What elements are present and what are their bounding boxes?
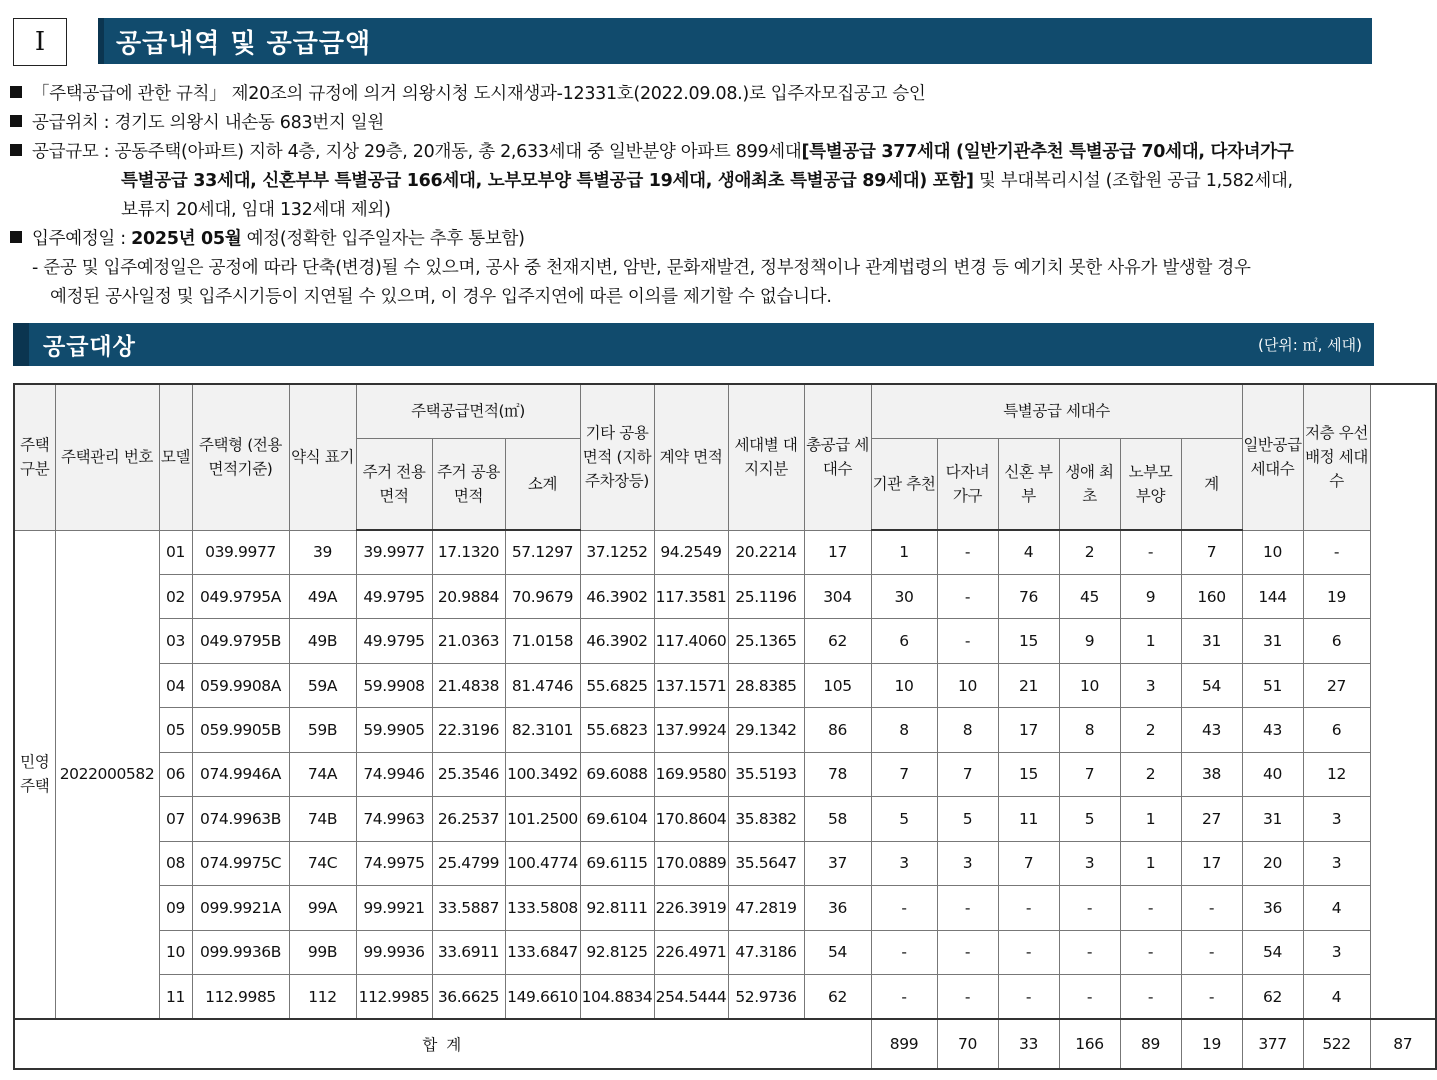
table-row xyxy=(14,708,1436,752)
table-cell: 45 xyxy=(1059,574,1120,618)
table-cell: 31 xyxy=(1242,619,1303,663)
table-cell: 99B xyxy=(289,930,356,974)
table-cell: 74B xyxy=(289,797,356,841)
table-cell: 133.5808 xyxy=(505,886,580,930)
table-cell: 51 xyxy=(1242,663,1303,707)
type-cell: 민영 주택 xyxy=(14,530,55,1019)
subsection-title: 공급대상 xyxy=(43,334,136,360)
table-cell: 49.9795 xyxy=(356,619,432,663)
table-cell: 10 xyxy=(1059,663,1120,707)
table-cell: 10 xyxy=(1242,530,1303,574)
table-cell: 6 xyxy=(871,619,937,663)
total-cell: 87 xyxy=(1370,1019,1436,1069)
table-cell: - xyxy=(937,930,998,974)
total-row xyxy=(14,1019,1436,1069)
bullet-square-icon xyxy=(10,144,22,156)
table-cell: 29.1342 xyxy=(728,708,804,752)
table-cell: 82.3101 xyxy=(505,708,580,752)
table-cell: 7 xyxy=(998,841,1059,885)
header-low-floor: 저층 우선배정 세대수 xyxy=(1303,384,1370,530)
table-cell: 9 xyxy=(1059,619,1120,663)
table-cell: 3 xyxy=(937,841,998,885)
table-cell: 170.8604 xyxy=(654,797,728,841)
section-title: 공급내역 및 공급금액 xyxy=(116,28,372,59)
table-cell: 08 xyxy=(159,841,192,885)
table-cell: 28.8385 xyxy=(728,663,804,707)
table-cell: 3 xyxy=(1303,930,1370,974)
table-cell: - xyxy=(1059,930,1120,974)
table-cell: 47.3186 xyxy=(728,930,804,974)
total-cell: 377 xyxy=(1242,1019,1303,1069)
table-cell: 59.9908 xyxy=(356,663,432,707)
table-cell: 144 xyxy=(1242,574,1303,618)
total-label: 합 계 xyxy=(14,1019,871,1069)
table-cell: 59A xyxy=(289,663,356,707)
table-cell: 4 xyxy=(998,530,1059,574)
bullet-square-icon xyxy=(10,115,22,127)
table-cell: 117.4060 xyxy=(654,619,728,663)
header-elderly: 노부모 부양 xyxy=(1120,438,1181,530)
table-cell: 99A xyxy=(289,886,356,930)
table-cell: 33.6911 xyxy=(432,930,505,974)
mgmt-no-cell: 2022000582 xyxy=(55,530,159,1019)
table-cell: 059.9908A xyxy=(192,663,289,707)
table-cell: 20.2214 xyxy=(728,530,804,574)
table-cell: - xyxy=(871,886,937,930)
bullet-scale-line2: 특별공급 33세대, 신혼부부 특별공급 166세대, 노부모부양 특별공급 19세대, 생애최초 특별공급 89세대) 포함] 및 부대복리시설 (조합원 공급 1,582세대, xyxy=(121,171,1293,191)
table-cell: 07 xyxy=(159,797,192,841)
table-cell: 15 xyxy=(998,619,1059,663)
table-row xyxy=(14,930,1436,974)
table-cell: - xyxy=(937,975,998,1019)
table-cell: - xyxy=(1181,930,1242,974)
table-cell: 4 xyxy=(1303,886,1370,930)
table-cell: 39.9977 xyxy=(356,530,432,574)
bullet-scale: 공급규모 : 공동주택(아파트) 지하 4층, 지상 29층, 20개동, 총 2,633세대 중 일반분양 아파트 899세대[특별공급 377세대 (일반기관추천 특별공급 70세대, 다자녀가구 xyxy=(10,138,1294,167)
table-cell: 62 xyxy=(1242,975,1303,1019)
table-cell: 46.3902 xyxy=(580,574,654,618)
table-cell: 8 xyxy=(1059,708,1120,752)
table-cell: 1 xyxy=(1120,797,1181,841)
table-cell: 112 xyxy=(289,975,356,1019)
total-cell: 899 xyxy=(871,1019,937,1069)
table-cell: 31 xyxy=(1181,619,1242,663)
total-cell: 70 xyxy=(937,1019,998,1069)
table-cell: 19 xyxy=(1303,574,1370,618)
table-cell: - xyxy=(1303,530,1370,574)
table-cell: 6 xyxy=(1303,708,1370,752)
table-cell: 117.3581 xyxy=(654,574,728,618)
table-cell: 039.9977 xyxy=(192,530,289,574)
table-cell: 25.1365 xyxy=(728,619,804,663)
table-cell: - xyxy=(937,530,998,574)
table-cell: 17 xyxy=(1181,841,1242,885)
table-row xyxy=(14,841,1436,885)
table-row xyxy=(14,752,1436,796)
header-mgmt-no: 주택관리 번호 xyxy=(55,384,159,530)
table-cell: 049.9795B xyxy=(192,619,289,663)
table-cell: 2 xyxy=(1120,708,1181,752)
table-cell: 71.0158 xyxy=(505,619,580,663)
table-cell: 112.9985 xyxy=(356,975,432,1019)
table-cell: 101.2500 xyxy=(505,797,580,841)
table-cell: 94.2549 xyxy=(654,530,728,574)
table-cell: - xyxy=(998,886,1059,930)
table-cell: - xyxy=(998,975,1059,1019)
table-row xyxy=(14,797,1436,841)
note-line-1: - 준공 및 입주예정일은 공정에 따라 단축(변경)될 수 있으며, 공사 중 천재지변, 암반, 문화재발견, 정부정책이나 관계법령의 변경 등 예기치 못한 사유가 발생할 경우 xyxy=(32,258,1251,278)
table-cell: 43 xyxy=(1242,708,1303,752)
bullet-location: 공급위치 : 경기도 의왕시 내손동 683번지 일원 xyxy=(10,109,384,138)
header-special-group: 특별공급 세대수 xyxy=(871,384,1242,438)
table-cell: 27 xyxy=(1303,663,1370,707)
table-cell: 55.6825 xyxy=(580,663,654,707)
table-cell: 21.4838 xyxy=(432,663,505,707)
table-cell: 33.5887 xyxy=(432,886,505,930)
table-cell: 57.1297 xyxy=(505,530,580,574)
table-cell: 86 xyxy=(804,708,871,752)
table-cell: 99.9921 xyxy=(356,886,432,930)
table-cell: 01 xyxy=(159,530,192,574)
header-first: 생애 최초 xyxy=(1059,438,1120,530)
table-cell: 1 xyxy=(871,530,937,574)
table-cell: 10 xyxy=(937,663,998,707)
table-row xyxy=(14,574,1436,618)
table-cell: 105 xyxy=(804,663,871,707)
table-cell: 074.9963B xyxy=(192,797,289,841)
table-cell: 36 xyxy=(804,886,871,930)
table-cell: 1 xyxy=(1120,841,1181,885)
table-cell: 074.9975C xyxy=(192,841,289,885)
header-contract: 계약 면적 xyxy=(654,384,728,530)
table-cell: 10 xyxy=(871,663,937,707)
table-cell: 31 xyxy=(1242,797,1303,841)
table-cell: 74C xyxy=(289,841,356,885)
table-cell: 04 xyxy=(159,663,192,707)
table-cell: - xyxy=(1181,886,1242,930)
table-cell: 11 xyxy=(159,975,192,1019)
table-cell: 1 xyxy=(1120,619,1181,663)
header-newlywed: 신혼 부부 xyxy=(998,438,1059,530)
total-cell: 33 xyxy=(998,1019,1059,1069)
header-inst: 기관 추천 xyxy=(871,438,937,530)
table-cell: 9 xyxy=(1120,574,1181,618)
table-cell: 2 xyxy=(1059,530,1120,574)
table-cell: 3 xyxy=(1120,663,1181,707)
table-cell: 15 xyxy=(998,752,1059,796)
table-cell: - xyxy=(871,930,937,974)
table-cell: 36 xyxy=(1242,886,1303,930)
table-cell: 62 xyxy=(804,619,871,663)
table-cell: 92.8111 xyxy=(580,886,654,930)
table-cell: 47.2819 xyxy=(728,886,804,930)
table-cell: 304 xyxy=(804,574,871,618)
table-cell: 226.3919 xyxy=(654,886,728,930)
table-cell: 55.6823 xyxy=(580,708,654,752)
table-cell: 81.4746 xyxy=(505,663,580,707)
table-cell: 74.9975 xyxy=(356,841,432,885)
table-cell: 99.9936 xyxy=(356,930,432,974)
table-cell: 170.0889 xyxy=(654,841,728,885)
table-cell: 3 xyxy=(1303,797,1370,841)
table-cell: 5 xyxy=(871,797,937,841)
header-sp-sum: 계 xyxy=(1181,438,1242,530)
header-model: 모델 xyxy=(159,384,192,530)
section-title-bar xyxy=(98,18,1372,64)
table-cell: 26.2537 xyxy=(432,797,505,841)
table-cell: 69.6088 xyxy=(580,752,654,796)
table-cell: 37.1252 xyxy=(580,530,654,574)
table-cell: 17.1320 xyxy=(432,530,505,574)
table-row xyxy=(14,619,1436,663)
table-cell: 074.9946A xyxy=(192,752,289,796)
table-cell: 20.9884 xyxy=(432,574,505,618)
header-general: 일반공급 세대수 xyxy=(1242,384,1303,530)
unit-label: (단위: ㎡, 세대) xyxy=(1257,336,1362,354)
table-cell: 11 xyxy=(998,797,1059,841)
table-cell: 100.4774 xyxy=(505,841,580,885)
table-cell: 74A xyxy=(289,752,356,796)
table-cell: - xyxy=(1120,975,1181,1019)
table-cell: 52.9736 xyxy=(728,975,804,1019)
bullet-square-icon xyxy=(10,231,22,243)
table-cell: 6 xyxy=(1303,619,1370,663)
section-number: Ⅰ xyxy=(34,27,46,57)
table-cell: 06 xyxy=(159,752,192,796)
table-cell: 54 xyxy=(804,930,871,974)
header-subtotal: 소계 xyxy=(505,438,580,530)
total-cell: 89 xyxy=(1120,1019,1181,1069)
table-cell: 25.1196 xyxy=(728,574,804,618)
table-cell: 74.9963 xyxy=(356,797,432,841)
table-cell: - xyxy=(1120,930,1181,974)
table-cell: 20 xyxy=(1242,841,1303,885)
header-abbr: 약식 표기 xyxy=(289,384,356,530)
table-cell: - xyxy=(1059,886,1120,930)
table-cell: 3 xyxy=(1059,841,1120,885)
table-cell: 149.6610 xyxy=(505,975,580,1019)
table-cell: 69.6104 xyxy=(580,797,654,841)
section-number-box xyxy=(13,18,67,66)
table-cell: - xyxy=(937,619,998,663)
table-cell: 03 xyxy=(159,619,192,663)
table-cell: 099.9936B xyxy=(192,930,289,974)
supply-table xyxy=(13,383,1437,1070)
table-cell: 36.6625 xyxy=(432,975,505,1019)
table-cell: 137.1571 xyxy=(654,663,728,707)
table-cell: 25.3546 xyxy=(432,752,505,796)
table-cell: - xyxy=(998,930,1059,974)
table-cell: 46.3902 xyxy=(580,619,654,663)
bullet-square-icon xyxy=(10,86,22,98)
table-cell: 76 xyxy=(998,574,1059,618)
table-cell: 35.8382 xyxy=(728,797,804,841)
table-cell: 17 xyxy=(998,708,1059,752)
table-cell: 58 xyxy=(804,797,871,841)
table-cell: 100.3492 xyxy=(505,752,580,796)
table-row xyxy=(14,530,1436,574)
bullet-scale-line3: 보류지 20세대, 임대 132세대 제외) xyxy=(121,200,391,220)
table-cell: 8 xyxy=(937,708,998,752)
table-cell: 43 xyxy=(1181,708,1242,752)
table-cell: 78 xyxy=(804,752,871,796)
table-cell: 099.9921A xyxy=(192,886,289,930)
header-land: 세대별 대지지분 xyxy=(728,384,804,530)
table-cell: 059.9905B xyxy=(192,708,289,752)
table-cell: 7 xyxy=(937,752,998,796)
table-cell: 22.3196 xyxy=(432,708,505,752)
table-cell: 05 xyxy=(159,708,192,752)
table-cell: - xyxy=(937,886,998,930)
table-cell: 49A xyxy=(289,574,356,618)
table-cell: 7 xyxy=(1181,530,1242,574)
table-cell: 254.5444 xyxy=(654,975,728,1019)
table-cell: 74.9946 xyxy=(356,752,432,796)
table-cell: - xyxy=(1120,530,1181,574)
table-cell: 226.4971 xyxy=(654,930,728,974)
table-cell: 39 xyxy=(289,530,356,574)
table-cell: 70.9679 xyxy=(505,574,580,618)
table-cell: 112.9985 xyxy=(192,975,289,1019)
table-cell: 35.5193 xyxy=(728,752,804,796)
table-cell: 02 xyxy=(159,574,192,618)
table-cell: 40 xyxy=(1242,752,1303,796)
table-cell: 8 xyxy=(871,708,937,752)
table-row xyxy=(14,886,1436,930)
table-cell: - xyxy=(1120,886,1181,930)
table-cell: 3 xyxy=(1303,841,1370,885)
header-common: 주거 공용면적 xyxy=(432,438,505,530)
table-cell: 49.9795 xyxy=(356,574,432,618)
table-cell: 25.4799 xyxy=(432,841,505,885)
table-cell: 35.5647 xyxy=(728,841,804,885)
header-house-type: 주택형 (전용면적기준) xyxy=(192,384,289,530)
table-cell: 37 xyxy=(804,841,871,885)
table-cell: 049.9795A xyxy=(192,574,289,618)
table-cell: 30 xyxy=(871,574,937,618)
header-other: 기타 공용 면적 (지하주차장등) xyxy=(580,384,654,530)
table-cell: 21.0363 xyxy=(432,619,505,663)
bullet-approval: 「주택공급에 관한 규칙」 제20조의 규정에 의거 의왕시청 도시재생과-12331호(2022.09.08.)로 입주자모집공고 승인 xyxy=(10,80,926,109)
header-multi: 다자녀 가구 xyxy=(937,438,998,530)
header-total: 총공급 세대수 xyxy=(804,384,871,530)
table-cell: 27 xyxy=(1181,797,1242,841)
table-cell: 104.8834 xyxy=(580,975,654,1019)
table-cell: 69.6115 xyxy=(580,841,654,885)
table-row xyxy=(14,663,1436,707)
total-cell: 19 xyxy=(1181,1019,1242,1069)
subsection-bar xyxy=(13,323,1374,366)
table-cell: 49B xyxy=(289,619,356,663)
table-cell: 17 xyxy=(804,530,871,574)
table-cell: - xyxy=(1181,975,1242,1019)
table-cell: 7 xyxy=(871,752,937,796)
table-cell: 62 xyxy=(804,975,871,1019)
table-cell: 12 xyxy=(1303,752,1370,796)
header-type: 주택 구분 xyxy=(14,384,55,530)
table-cell: 2 xyxy=(1120,752,1181,796)
table-cell: 38 xyxy=(1181,752,1242,796)
table-cell: 59B xyxy=(289,708,356,752)
table-cell: 92.8125 xyxy=(580,930,654,974)
total-cell: 166 xyxy=(1059,1019,1120,1069)
table-cell: - xyxy=(1059,975,1120,1019)
table-cell: 169.9580 xyxy=(654,752,728,796)
table-cell: 3 xyxy=(871,841,937,885)
bullet-move-in: 입주예정일 : 2025년 05월 예정(정확한 입주일자는 추후 통보함) xyxy=(10,225,525,254)
table-cell: 133.6847 xyxy=(505,930,580,974)
table-cell: 7 xyxy=(1059,752,1120,796)
table-cell: 137.9924 xyxy=(654,708,728,752)
table-cell: 160 xyxy=(1181,574,1242,618)
header-area-group: 주택공급면적(㎡) xyxy=(356,384,580,438)
table-cell: 54 xyxy=(1181,663,1242,707)
table-cell: - xyxy=(871,975,937,1019)
table-cell: 5 xyxy=(937,797,998,841)
table-body xyxy=(14,530,1436,1019)
table-cell: 54 xyxy=(1242,930,1303,974)
table-cell: 21 xyxy=(998,663,1059,707)
table-cell: 10 xyxy=(159,930,192,974)
table-cell: 09 xyxy=(159,886,192,930)
table-cell: 59.9905 xyxy=(356,708,432,752)
table-cell: 5 xyxy=(1059,797,1120,841)
note-line-2: 예정된 공사일정 및 입주시기등이 지연될 수 있으며, 이 경우 입주지연에 따른 이의를 제기할 수 없습니다. xyxy=(50,287,832,307)
total-cell: 522 xyxy=(1303,1019,1370,1069)
table-cell: 4 xyxy=(1303,975,1370,1019)
table-row xyxy=(14,975,1436,1019)
header-excl: 주거 전용면적 xyxy=(356,438,432,530)
table-cell: - xyxy=(937,574,998,618)
